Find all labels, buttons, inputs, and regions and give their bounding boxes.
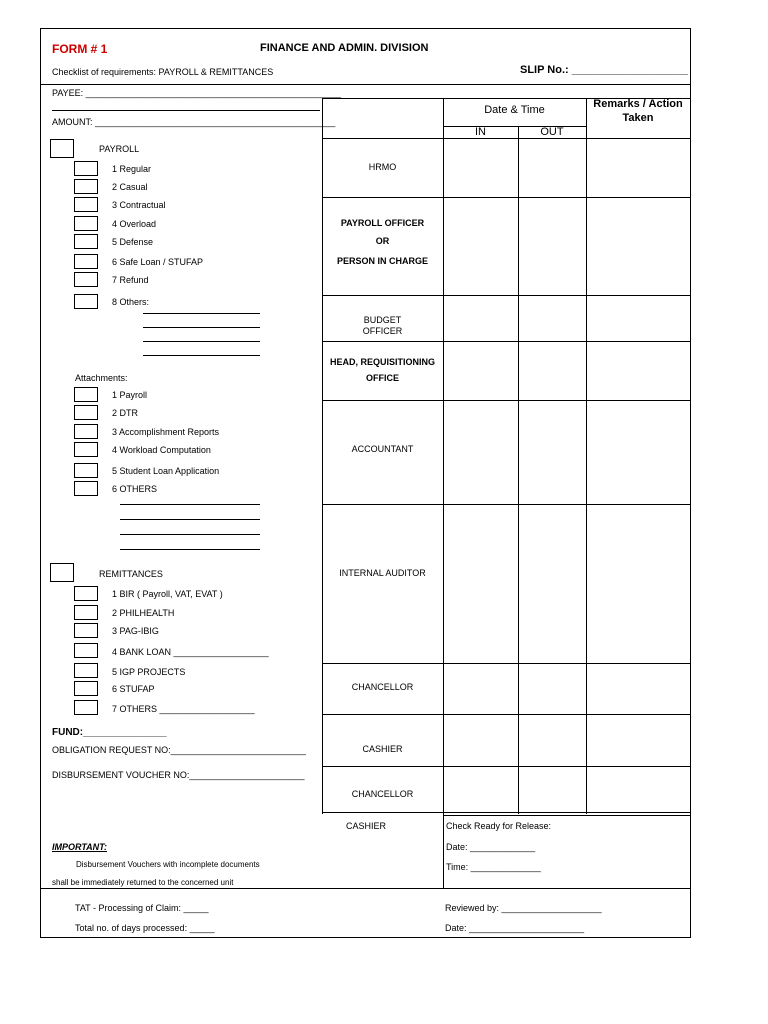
office-budget-1: BUDGET: [363, 315, 402, 325]
payroll-safe-loan-checkbox[interactable]: [74, 254, 98, 269]
attachment-item-label: 4 Workload Computation: [112, 445, 211, 455]
attachments-label: Attachments:: [75, 373, 128, 383]
table-bottom: [322, 812, 690, 813]
tat-field[interactable]: TAT - Processing of Claim: _____: [75, 903, 209, 913]
release-cashier-label: CASHIER: [346, 821, 387, 831]
row-divider: [322, 341, 690, 342]
attachment-item-label: 5 Student Loan Application: [112, 466, 220, 476]
checklist-title: Checklist of requirements: PAYROLL & REMITTANCES: [52, 67, 274, 77]
row-divider: [322, 504, 690, 505]
attachment-student-loan-checkbox[interactable]: [74, 463, 98, 478]
payroll-label: PAYROLL: [99, 144, 140, 154]
payroll-item-label: 2 Casual: [112, 182, 148, 192]
reviewed-by-field[interactable]: Reviewed by: ____________________: [445, 903, 602, 913]
attachment-workload-checkbox[interactable]: [74, 442, 98, 457]
remit-item-label: 5 IGP PROJECTS: [112, 667, 186, 677]
remit-bank-loan-checkbox[interactable]: [74, 643, 98, 658]
attachment-others-line[interactable]: [120, 549, 260, 550]
row-divider: [322, 663, 690, 664]
attachment-others-line[interactable]: [120, 504, 260, 505]
table-col-out: [518, 126, 519, 814]
attachment-dtr-checkbox[interactable]: [74, 405, 98, 420]
remit-philhealth-checkbox[interactable]: [74, 605, 98, 620]
payroll-item-label: 6 Safe Loan / STUFAP: [112, 257, 204, 267]
table-col-in: [443, 98, 444, 888]
payroll-item-label: 7 Refund: [112, 275, 149, 285]
release-date-field[interactable]: Date: _____________: [446, 842, 536, 852]
attachment-others-line[interactable]: [120, 534, 260, 535]
remittances-label: REMITTANCES: [99, 569, 163, 579]
form-number: FORM # 1: [52, 42, 108, 56]
footer-date-field[interactable]: Date: _______________________: [445, 923, 585, 933]
row-divider: [322, 295, 690, 296]
amount-field[interactable]: AMOUNT: ________________________________________________: [52, 117, 336, 127]
remittances-checkbox[interactable]: [50, 563, 74, 582]
date-time-header: Date & Time: [484, 104, 545, 116]
row-divider: [322, 714, 690, 715]
remit-item-label: 6 STUFAP: [112, 684, 155, 694]
attachment-payroll-checkbox[interactable]: [74, 387, 98, 402]
attachment-others-line[interactable]: [120, 519, 260, 520]
office-budget-2: OFFICER: [362, 326, 403, 336]
table-header-bottom: [322, 138, 690, 139]
remit-igp-checkbox[interactable]: [74, 663, 98, 678]
footer-divider: [41, 888, 690, 889]
important-label: IMPORTANT:: [52, 842, 107, 852]
payroll-item-label: 8 Others:: [112, 297, 150, 307]
office-head-requisitioning: HEAD, REQUISITIONING: [329, 357, 435, 367]
payroll-regular-checkbox[interactable]: [74, 161, 98, 176]
total-days-field[interactable]: Total no. of days processed: _____: [75, 923, 215, 933]
important-line-1: Disbursement Vouchers with incomplete documents: [76, 860, 260, 869]
payee-field[interactable]: PAYEE: ___________________________________________________: [52, 88, 341, 98]
remit-pagibig-checkbox[interactable]: [74, 623, 98, 638]
attachment-item-label: 2 DTR: [112, 408, 139, 418]
payroll-others-checkbox[interactable]: [74, 294, 98, 309]
remit-item-label: 7 OTHERS ___________________: [112, 704, 255, 714]
office-payroll-officer: PAYROLL OFFICER: [340, 218, 425, 228]
remit-bir-checkbox[interactable]: [74, 586, 98, 601]
release-time-field[interactable]: Time: ______________: [446, 862, 541, 872]
remit-others-checkbox[interactable]: [74, 700, 98, 715]
table-col-remarks: [586, 98, 587, 814]
slip-number-field[interactable]: SLIP No.: ___________________: [520, 64, 688, 76]
payroll-contractual-checkbox[interactable]: [74, 197, 98, 212]
attachment-item-label: 1 Payroll: [112, 390, 148, 400]
others-line[interactable]: [143, 355, 260, 356]
row-divider: [322, 197, 690, 198]
remit-stufap-checkbox[interactable]: [74, 681, 98, 696]
payroll-casual-checkbox[interactable]: [74, 179, 98, 194]
header-divider: [41, 84, 690, 85]
important-line-2: shall be immediately returned to the concerned unit: [52, 878, 234, 887]
attachment-item-label: 3 Accomplishment Reports: [112, 427, 220, 437]
attachment-others-checkbox[interactable]: [74, 481, 98, 496]
remarks-header: Remarks / Action Taken: [593, 98, 683, 124]
payroll-item-label: 4 Overload: [112, 219, 157, 229]
office-head-office: OFFICE: [366, 373, 399, 383]
fund-field[interactable]: FUND:_______________: [52, 727, 167, 738]
payee-extra-line: [52, 110, 320, 111]
payroll-item-label: 5 Defense: [112, 237, 154, 247]
payroll-overload-checkbox[interactable]: [74, 216, 98, 231]
remit-item-label: 3 PAG-IBIG: [112, 626, 159, 636]
office-or: OR: [375, 236, 390, 246]
payroll-item-label: 1 Regular: [112, 164, 152, 174]
others-line[interactable]: [143, 313, 260, 314]
office-person-in-charge: PERSON IN CHARGE: [336, 256, 428, 266]
check-ready-label: Check Ready for Release:: [446, 821, 552, 831]
payroll-item-label: 3 Contractual: [112, 200, 166, 210]
office-chancellor-final: CHANCELLOR: [351, 789, 414, 799]
remit-item-label: 2 PHILHEALTH: [112, 608, 175, 618]
obligation-request-field[interactable]: OBLIGATION REQUEST NO:___________________________: [52, 745, 306, 755]
office-cashier: CASHIER: [362, 744, 403, 754]
remit-item-label: 4 BANK LOAN ___________________: [112, 647, 269, 657]
attachment-item-label: 6 OTHERS: [112, 484, 158, 494]
office-hrmo: HRMO: [368, 162, 397, 172]
disbursement-voucher-field[interactable]: DISBURSEMENT VOUCHER NO:_______________________: [52, 770, 305, 780]
payroll-defense-checkbox[interactable]: [74, 234, 98, 249]
payroll-refund-checkbox[interactable]: [74, 272, 98, 287]
division-title: FINANCE AND ADMIN. DIVISION: [260, 42, 429, 54]
office-chancellor: CHANCELLOR: [351, 682, 414, 692]
remit-item-label: 1 BIR ( Payroll, VAT, EVAT ): [112, 589, 223, 599]
in-header: IN: [475, 126, 486, 138]
others-line[interactable]: [143, 327, 260, 328]
office-accountant: ACCOUNTANT: [351, 444, 414, 454]
payroll-checkbox[interactable]: [50, 139, 74, 158]
row-divider: [322, 766, 690, 767]
row-divider: [322, 400, 690, 401]
release-top-line: [443, 815, 690, 816]
office-internal-auditor: INTERNAL AUDITOR: [339, 568, 426, 578]
others-line[interactable]: [143, 341, 260, 342]
out-header: OUT: [540, 126, 564, 138]
attachment-accomplishment-checkbox[interactable]: [74, 424, 98, 439]
